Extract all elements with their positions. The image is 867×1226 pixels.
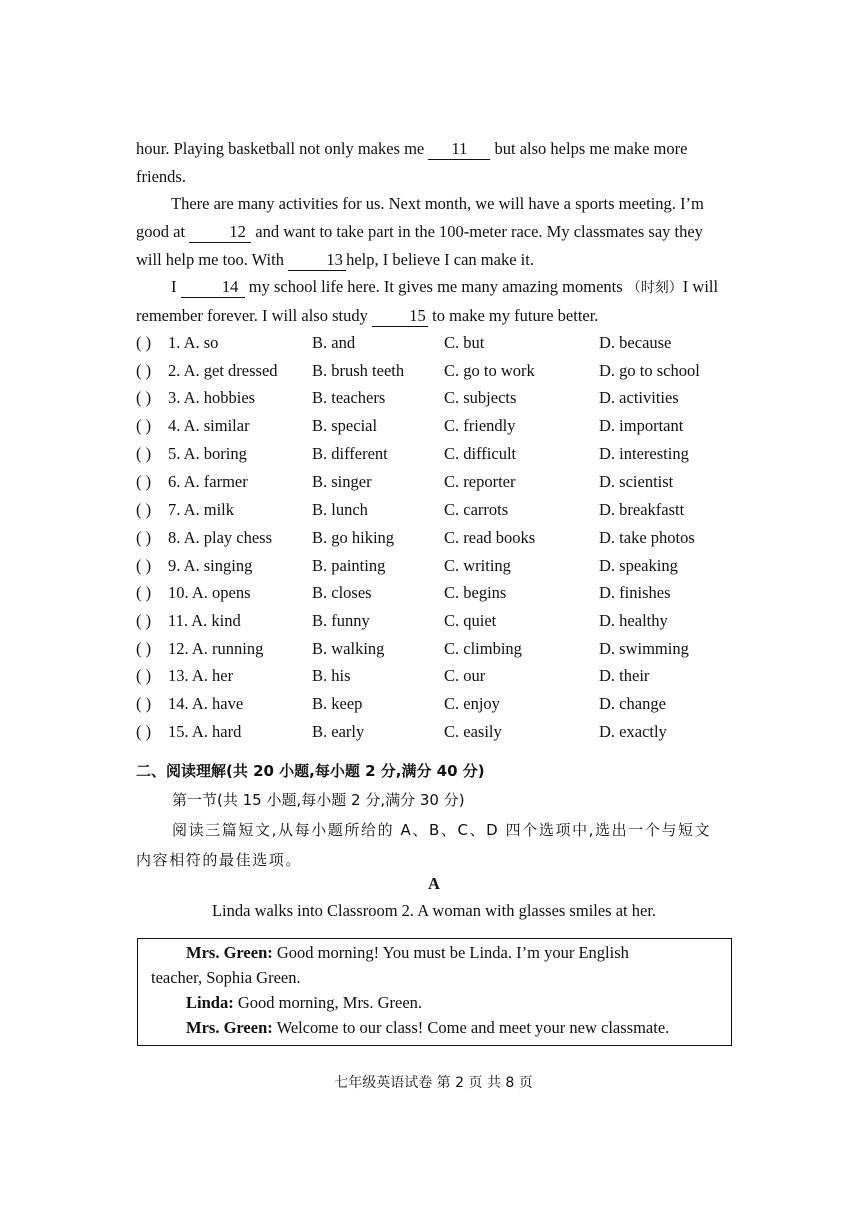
option-d: D. interesting [599,444,689,463]
question-row [136,694,736,722]
part-title: 第一节(共 15 小题,每小题 2 分,满分 30 分) [172,791,465,809]
text: my school life here. It gives me many amazing moments [244,277,627,296]
question-row [136,444,736,472]
option-c: C. difficult [444,444,517,463]
text: hour. Playing basketball not only makes me [136,139,429,158]
answer-paren[interactable]: ( ) [136,583,152,602]
question-row [136,639,736,667]
dialogue-line [151,968,301,988]
question-row [136,388,736,416]
option-a: 15. A. hard [168,722,242,741]
question-row [136,416,736,444]
text: I [171,277,181,296]
option-d: D. change [599,694,666,713]
option-d: D. exactly [599,722,667,741]
option-a: 12. A. running [168,639,264,658]
option-a: 11. A. kind [168,611,241,630]
dialogue-box [137,938,732,1046]
text: I will remember forever. I will also study [136,277,719,325]
option-d: D. swimming [599,639,689,658]
blank-14: 14 [181,277,245,298]
question-row [136,500,736,528]
option-a: 8. A. play chess [168,528,273,547]
option-b: B. and [312,333,356,352]
option-b: B. walking [312,639,385,658]
answer-paren[interactable]: ( ) [136,611,152,630]
question-row [136,361,736,389]
speaker-label: Linda: [186,993,234,1012]
blank-13: 13 [288,250,346,271]
answer-paren[interactable]: ( ) [136,694,152,713]
text: There are many activities for us. Next month, we will have a sports meeting. [171,194,676,213]
option-a: 3. A. hobbies [168,388,256,407]
text: I’m good at [136,194,704,241]
option-c: C. but [444,333,485,352]
option-b: B. different [312,444,388,463]
option-d: D. take photos [599,528,695,547]
option-d: D. healthy [599,611,668,630]
option-c: C. our [444,666,486,685]
option-d: D. because [599,333,672,352]
dialogue-line [186,1018,669,1038]
blank-15: 15 [372,306,428,327]
dialogue-text: Welcome to our class! Come and meet your new classmate. [272,1018,670,1037]
option-b: B. funny [312,611,370,630]
speaker-label: Mrs. Green: [186,1018,273,1037]
question-row [136,333,736,361]
option-b: B. special [312,416,378,435]
option-d: D. speaking [599,556,678,575]
text: but also helps me make more friends. [136,139,688,186]
passage-heading: A [428,874,440,893]
dialogue-text: teacher, Sophia Green. [151,968,301,987]
option-b: B. closes [312,583,372,602]
option-d: D. scientist [599,472,674,491]
answer-paren[interactable]: ( ) [136,333,152,352]
option-d: D. go to school [599,361,700,380]
text: help, I believe I can make it. [346,250,534,269]
option-a: 13. A. her [168,666,234,685]
option-d: D. activities [599,388,679,407]
option-c: C. reporter [444,472,516,491]
option-a: 6. A. farmer [168,472,248,491]
cloze-paragraph-3 [136,273,732,330]
blank-11: 11 [428,139,490,160]
option-c: C. easily [444,722,502,741]
answer-paren[interactable]: ( ) [136,444,152,463]
option-c: C. friendly [444,416,516,435]
option-c: C. subjects [444,388,517,407]
instructions-line-2: 内容相符的最佳选项。 [136,851,303,869]
gloss-text: （时刻） [626,280,683,296]
dialogue-line [186,993,422,1013]
question-row [136,722,736,750]
option-b: B. early [312,722,365,741]
cloze-paragraph-1 [136,135,732,191]
answer-paren[interactable]: ( ) [136,666,152,685]
answer-paren[interactable]: ( ) [136,500,152,519]
option-c: C. begins [444,583,507,602]
option-c: C. climbing [444,639,522,658]
answer-paren[interactable]: ( ) [136,388,152,407]
option-c: C. go to work [444,361,535,380]
option-a: 14. A. have [168,694,244,713]
question-row [136,611,736,639]
section-title: 二、阅读理解(共 20 小题,每小题 2 分,满分 40 分) [136,762,485,780]
answer-paren[interactable]: ( ) [136,472,152,491]
question-row [136,528,736,556]
option-d: D. finishes [599,583,671,602]
question-row [136,583,736,611]
option-d: D. important [599,416,684,435]
option-a: 9. A. singing [168,556,253,575]
text: and want to take part in the 100-meter race. My classmates [251,222,645,241]
text: to make my future better. [427,306,599,325]
dialogue-text: Good morning! You must be Linda. I’m your English [272,943,629,962]
dialogue-line [186,943,629,963]
option-c: C. quiet [444,611,497,630]
option-b: B. singer [312,472,372,491]
answer-paren[interactable]: ( ) [136,416,152,435]
dialogue-text: Good morning, Mrs. Green. [233,993,423,1012]
option-c: C. read books [444,528,536,547]
option-b: B. lunch [312,500,368,519]
cloze-paragraph-2 [136,190,732,274]
instructions-line-1: 阅读三篇短文,从每小题所给的 A、B、C、D 四个选项中,选出一个与短文 [172,821,712,839]
answer-paren[interactable]: ( ) [136,556,152,575]
page-footer: 七年级英语试卷 第 2 页 共 8 页 [334,1075,533,1091]
answer-paren[interactable]: ( ) [136,361,152,380]
option-a: 1. A. so [168,333,219,352]
option-b: B. painting [312,556,386,575]
option-a: 4. A. similar [168,416,250,435]
question-row [136,666,736,694]
blank-12: 12 [189,222,251,243]
option-b: B. his [312,666,351,685]
option-b: B. keep [312,694,363,713]
answer-paren[interactable]: ( ) [136,639,152,658]
option-b: B. go hiking [312,528,395,547]
option-a: 2. A. get dressed [168,361,278,380]
option-c: C. enjoy [444,694,500,713]
option-d: D. breakfastt [599,500,685,519]
passage-intro: Linda walks into Classroom 2. A woman with glasses smiles at her. [211,901,657,920]
answer-paren[interactable]: ( ) [136,722,152,741]
option-b: B. teachers [312,388,386,407]
option-a: 7. A. milk [168,500,235,519]
option-c: C. writing [444,556,511,575]
text: say they will help me too. With [136,222,703,269]
option-a: 5. A. boring [168,444,247,463]
answer-paren[interactable]: ( ) [136,528,152,547]
option-c: C. carrots [444,500,509,519]
option-b: B. brush teeth [312,361,405,380]
question-row [136,472,736,500]
question-row [136,556,736,584]
option-a: 10. A. opens [168,583,251,602]
speaker-label: Mrs. Green: [186,943,273,962]
option-d: D. their [599,666,650,685]
